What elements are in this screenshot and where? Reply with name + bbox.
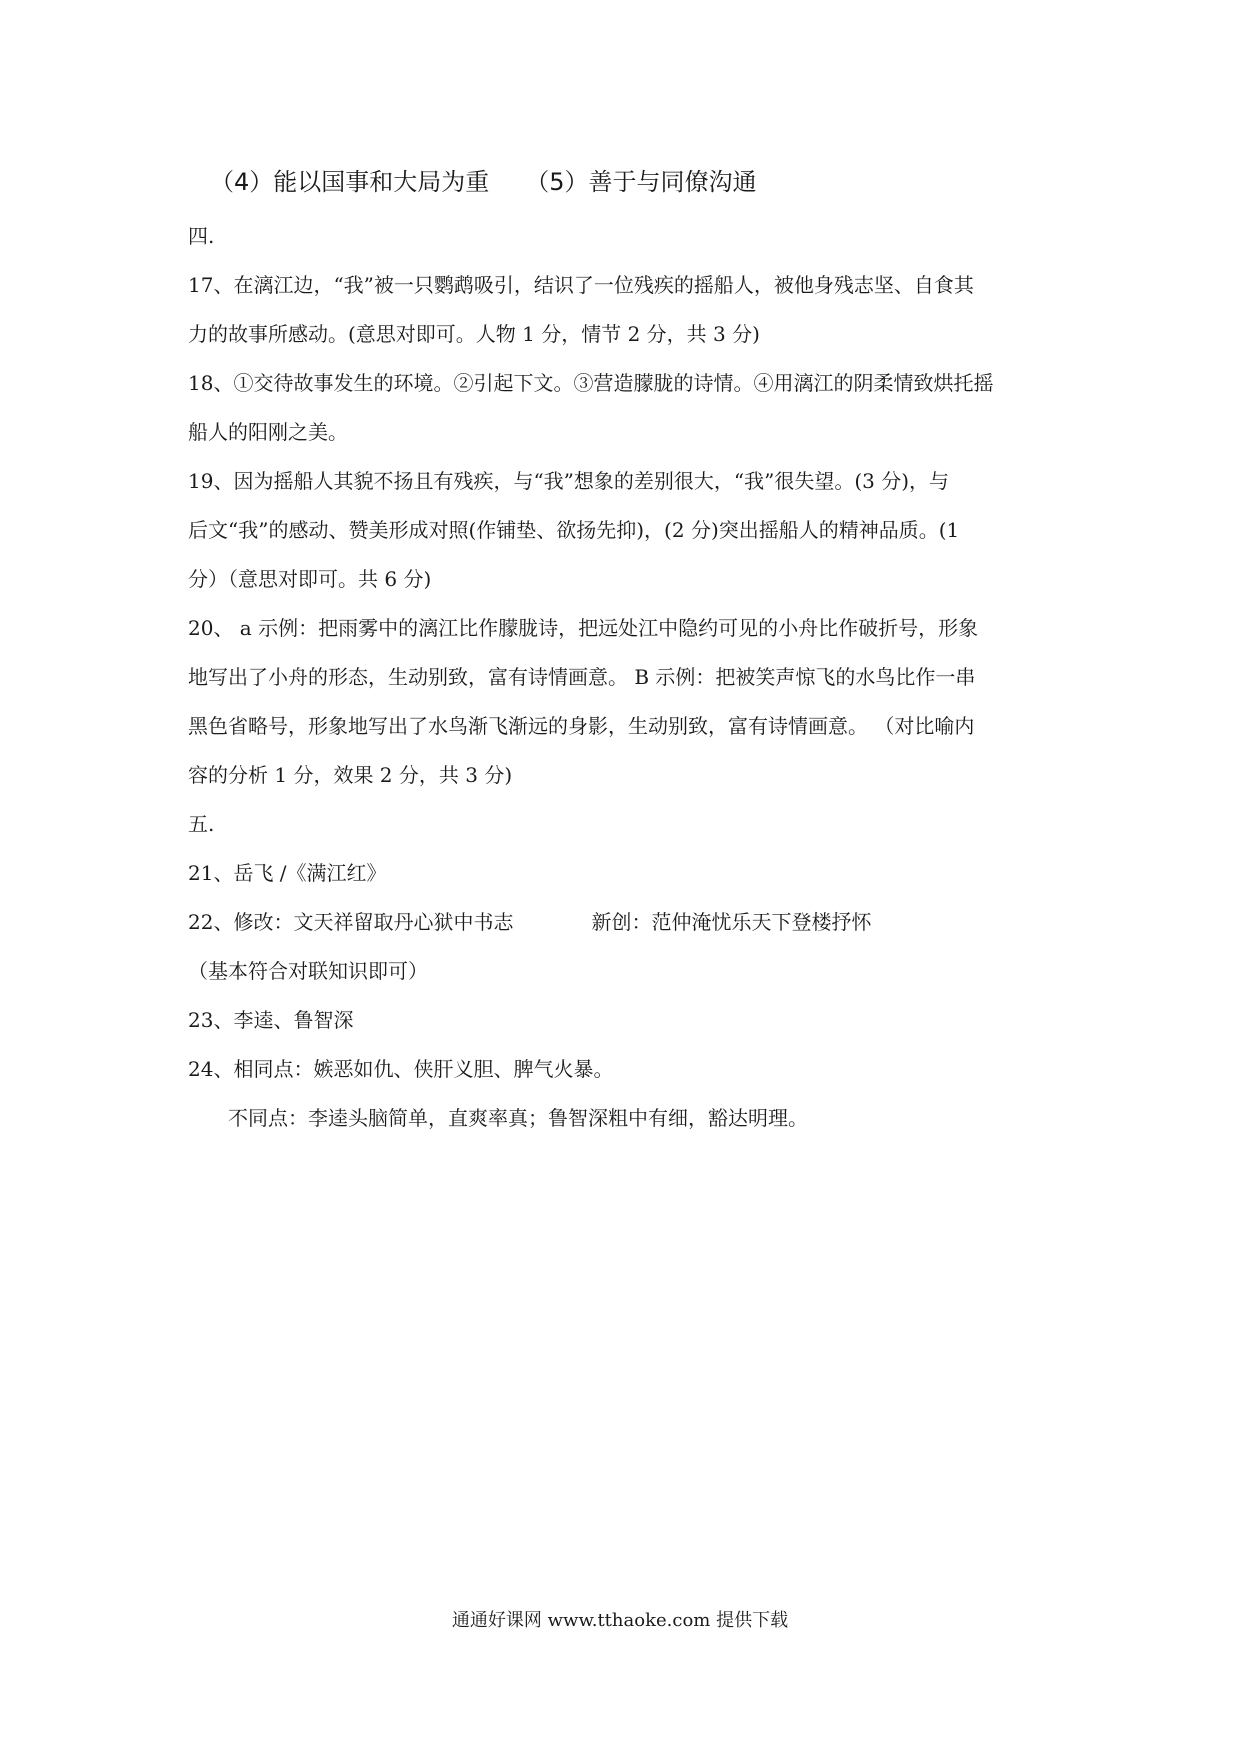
- answer-20-line-2: 地写出了小舟的形态，生动别致，富有诗情画意。 B 示例：把被笑声惊飞的水鸟比作一串: [188, 665, 976, 689]
- answer-21: 21、岳飞 /《满江红》: [188, 861, 387, 885]
- footer-source: 通通好课网 www.tthaoke.com 提供下载: [451, 1610, 789, 1631]
- answer-22-revised: 22、修改：文天祥留取丹心狱中书志: [188, 910, 514, 934]
- answer-20-line-1: 20、 a 示例：把雨雾中的漓江比作朦胧诗，把远处江中隐约可见的小舟比作破折号，形象: [188, 616, 979, 640]
- answer-19-line-2: 后文“我”的感动、赞美形成对照(作铺垫、欲扬先抑)，(2 分)突出摇船人的精神品质。(1: [188, 518, 960, 542]
- answer-23: 23、李逵、鲁智深: [188, 1008, 354, 1032]
- answer-19-line-3: 分）（意思对即可。共 6 分): [188, 567, 432, 591]
- answer-24-line-1: 24、相同点：嫉恶如仇、侠肝义胆、脾气火暴。: [188, 1057, 614, 1081]
- section-5-label: 五.: [188, 812, 215, 836]
- answer-17-line-2: 力的故事所感动。(意思对即可。人物 1 分，情节 2 分，共 3 分): [188, 322, 760, 346]
- answer-22-note: （基本符合对联知识即可）: [188, 959, 428, 983]
- heading-items: [188, 162, 1068, 202]
- answer-19-line-1: 19、因为摇船人其貌不扬且有残疾，与“我”想象的差别很大，“我”很失望。(3 分)，与: [188, 469, 950, 493]
- answer-22: [188, 898, 1068, 947]
- section-4-label: 四.: [188, 224, 215, 248]
- answer-18-line-2: 船人的阳刚之美。: [188, 420, 348, 444]
- answer-24-line-2: 不同点：李逵头脑简单，直爽率真；鲁智深粗中有细，豁达明理。: [228, 1106, 808, 1130]
- answer-22-new: 新创：范仲淹忧乐天下登楼抒怀: [591, 910, 872, 934]
- answer-20-line-4: 容的分析 1 分，效果 2 分，共 3 分): [188, 763, 513, 787]
- answer-18-line-1: 18、①交待故事发生的环境。②引起下文。③营造朦胧的诗情。④用漓江的阴柔情致烘托摇: [188, 371, 994, 395]
- heading-item-5: （5）善于与同僚沟通: [525, 168, 757, 196]
- heading-item-4: （4）能以国事和大局为重: [210, 168, 490, 196]
- answer-content: [188, 162, 1068, 1143]
- answer-17-line-1: 17、在漓江边，“我”被一只鹦鹉吸引，结识了一位残疾的摇船人，被他身残志坚、自食其: [188, 273, 974, 297]
- answer-20-line-3: 黑色省略号，形象地写出了水鸟渐飞渐远的身影，生动别致，富有诗情画意。 （对比喻内: [188, 714, 975, 738]
